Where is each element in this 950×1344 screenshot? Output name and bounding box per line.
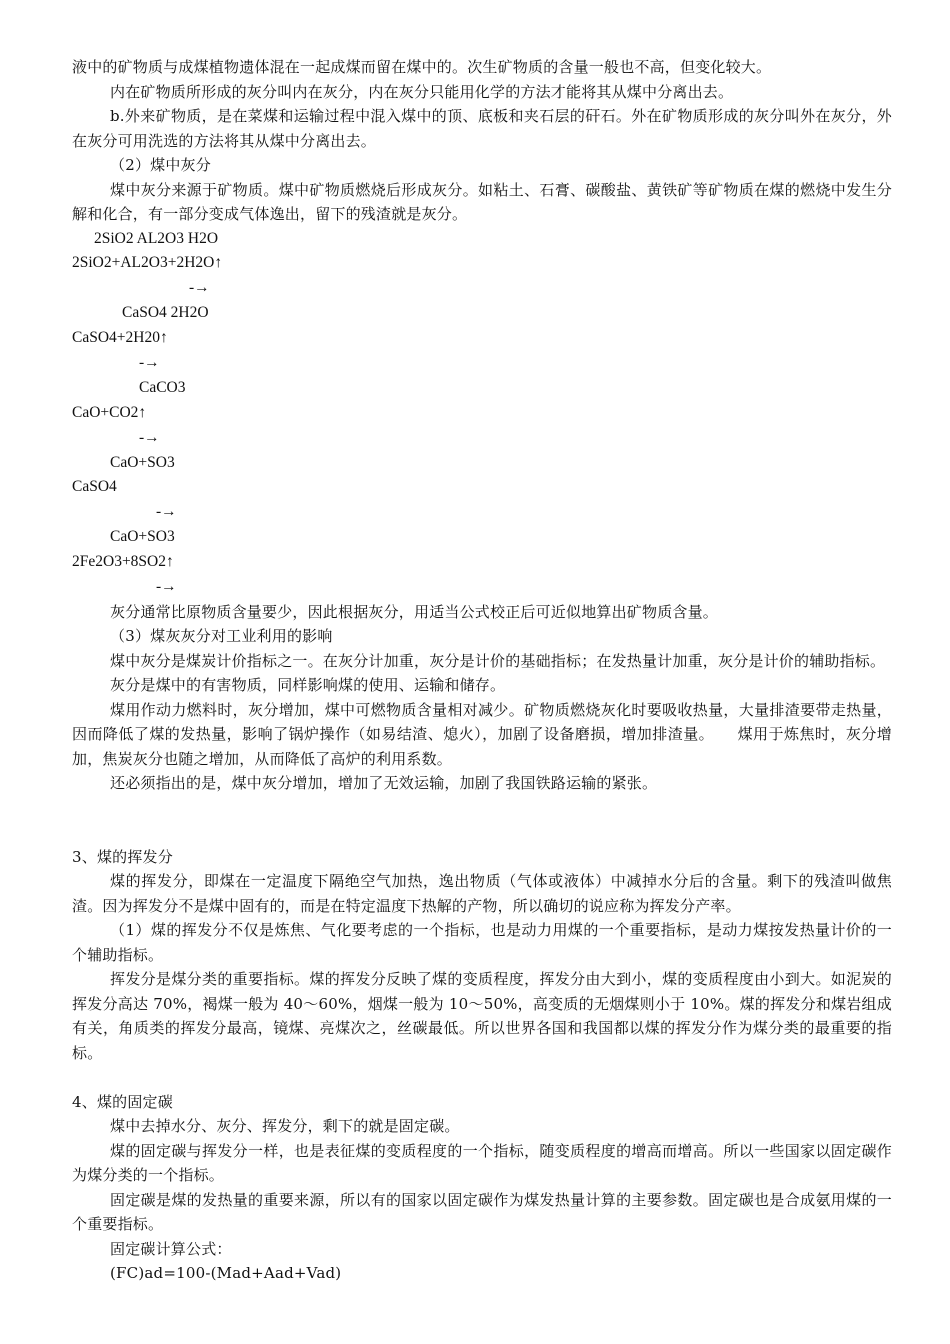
paragraph-formula-label: 固定碳计算公式： [110,1239,232,1258]
equation-line: 2SiO2+AL2O3+2H2O↑ [72,254,223,272]
paragraph-fixed-carbon-metamorphism: 煤的固定碳与挥发分一样，也是表征煤的变质程度的一个指标，随变质程度的增高而增高。所以一些国家以固定碳作为煤分类的一个指标。 [72,1141,892,1185]
document-page [72,0,892,1286]
paragraph-inherent-ash: 内在矿物质所形成的灰分叫内在灰分，内在灰分只能用化学的方法才能将其从煤中分离出去。 [110,82,734,101]
equation-block [72,227,892,600]
equation-line: 2Fe2O3+8SO2↑ [72,553,174,571]
equation-line: CaO+SO3 [110,528,175,546]
equation-arrow: -→ [139,353,160,371]
paragraph-ash-transport: 还必须指出的是，煤中灰分增加，增加了无效运输，加剧了我国铁路运输的紧张。 [110,774,658,793]
blank-line [72,1065,892,1090]
equation-line: CaSO4 [72,478,117,496]
equation-line: CaO+SO3 [110,453,175,471]
section-heading-fixed-carbon: 4、煤的固定碳 [72,1092,173,1111]
paragraph-secondary-minerals: 液中的矿物质与成煤植物遗体混在一起成煤而留在煤中的。次生矿物质的含量一般也不高，但变化较大。 [72,58,772,76]
equation-line: CaO+CO2↑ [72,403,147,421]
paragraph-external-minerals: b.外来矿物质，是在菜煤和运输过程中混入煤中的顶、底板和夹石层的矸石。外在矿物质形成的灰分叫外在灰分，外在灰分可用洗选的方法将其从煤中分离出去。 [72,107,892,150]
subheading-coal-ash: （2）煤中灰分 [110,156,211,174]
paragraph-ash-pricing: 煤中灰分是煤炭计价指标之一。在灰分计加重，灰分是计价的基础指标；在发热量计加重，灰分是计价的辅助指标。 [110,651,886,670]
equation-line: CaCO3 [139,378,186,396]
equation-line: 2SiO2 AL2O3 H2O [94,229,219,247]
equation-arrow: -→ [139,428,160,446]
equation-line: CaSO4 2H2O [122,304,209,322]
paragraph-ash-fuel-coking: 煤用作动力燃料时，灰分增加，煤中可燃物质含量相对减少。矿物质燃烧灰化时要吸收热量，大量排渣要带走热量，因而降低了煤的发热量，影响了锅炉操作（如易结渣、熄火），加剧了设备磨损，增加排渣量。 煤用于炼焦时，灰分增加，焦炭灰分也随之增加，从而降低了高炉的利用系数。 [72,700,892,768]
equation-line: CaSO4+2H20↑ [72,329,168,347]
paragraph-volatile-classification: 挥发分是煤分类的重要指标。煤的挥发分反映了煤的变质程度，挥发分由大到小，煤的变质程度由小到大。如泥炭的挥发分高达 70%，褐煤一般为 40～60%，烟煤一般为 10～50%，高变质的无烟煤则小于 10%。煤的挥发分和煤岩组成有关，角质类的挥发分最高，镜煤、亮煤次之，丝碳最低。所以世界各国和我国都以煤的挥发分作为煤分类的最重要的指标。 [72,970,892,1062]
subheading-ash-impact: （3）煤灰灰分对工业利用的影响 [110,627,333,646]
fixed-carbon-formula: (FC)ad=100-(Mad+Aad+Vad) [110,1264,342,1283]
paragraph-ash-estimation: 灰分通常比原物质含量要少，因此根据灰分，用适当公式校正后可近似地算出矿物质含量。 [110,602,719,621]
equation-arrow: -→ [189,279,210,297]
blank-line [72,796,892,821]
paragraph-fixed-carbon-definition: 煤中去掉水分、灰分、挥发分，剩下的就是固定碳。 [110,1117,460,1136]
paragraph-fixed-carbon-heat: 固定碳是煤的发热量的重要来源，所以有的国家以固定碳作为煤发热量计算的主要参数。固定碳也是合成氨用煤的一个重要指标。 [72,1190,892,1234]
section-heading-volatile-matter: 3、煤的挥发分 [72,847,173,866]
paragraph-ash-harmful: 灰分是煤中的有害物质，同样影响煤的使用、运输和储存。 [110,676,506,695]
equation-arrow: -→ [156,577,177,595]
equation-arrow: -→ [156,503,177,521]
paragraph-volatile-index: （1）煤的挥发分不仅是炼焦、气化要考虑的一个指标，也是动力用煤的一个重要指标，是动力煤按发热量计价的一个辅助指标。 [72,921,892,964]
blank-line [72,820,892,845]
paragraph-volatile-definition: 煤的挥发分，即煤在一定温度下隔绝空气加热，逸出物质（气体或液体）中减掉水分后的含量。剩下的残渣叫做焦渣。因为挥发分不是煤中固有的，而是在特定温度下热解的产物，所以确切的说应称为挥发分产率。 [72,872,892,915]
paragraph-ash-source: 煤中灰分来源于矿物质。煤中矿物质燃烧后形成灰分。如粘土、石膏、碳酸盐、黄铁矿等矿物质在煤的燃烧中发生分解和化合，有一部分变成气体逸出，留下的残渣就是灰分。 [72,180,892,223]
